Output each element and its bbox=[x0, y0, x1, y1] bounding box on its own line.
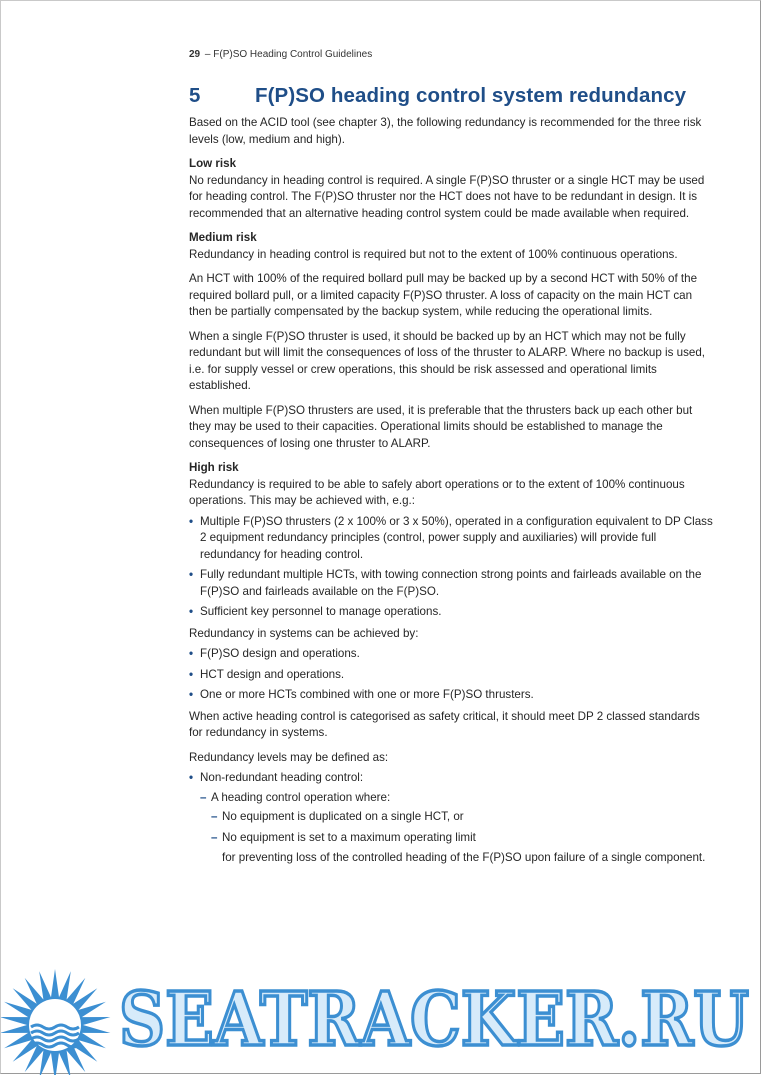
low-risk-heading: Low risk bbox=[189, 157, 237, 170]
medium-risk-heading: Medium risk bbox=[189, 231, 257, 244]
header-separator: – bbox=[204, 49, 211, 60]
high-risk-paragraph: Redundancy is required to be able to safely abort operations or to the extent of 100% continuous operations. This may be achieved with, e.g.: bbox=[189, 477, 685, 507]
systems-paragraph: Redundancy in systems can be achieved by: bbox=[189, 626, 419, 640]
document-title: F(P)SO Heading Control Guidelines bbox=[213, 49, 373, 60]
list-item bbox=[200, 790, 713, 867]
list-item: • Multiple F(P)SO thrusters (2 x 100% or 3 x 50%), operated in a configuration equivalent to DP Class 2 equipment redundancy principles (control, power supply and auxiliaries) will provide full redundancy for heading control. bbox=[189, 514, 713, 564]
sun-icon bbox=[1, 969, 110, 1075]
levels-sub-text: A heading control operation where: bbox=[211, 790, 391, 804]
high-risk-list bbox=[189, 514, 713, 621]
section-heading bbox=[189, 84, 729, 108]
list-item: • F(P)SO design and operations. bbox=[189, 646, 713, 663]
list-item bbox=[189, 770, 713, 867]
list-item: – No equipment is set to a maximum operating limit bbox=[211, 830, 713, 847]
levels-paragraph: Redundancy levels may be defined as: bbox=[189, 750, 389, 764]
medium-risk-paragraph: Redundancy in heading control is required but not to the extent of 100% continuous operations. bbox=[189, 247, 678, 261]
list-item: • Sufficient key personnel to manage operations. bbox=[189, 604, 713, 621]
safety-critical-paragraph: When active heading control is categorised as safety critical, it should meet DP 2 classed standards for redundancy in systems. bbox=[189, 709, 700, 739]
levels-subsublist bbox=[211, 809, 713, 846]
section-title: F(P)SO heading control system redundancy bbox=[255, 84, 687, 107]
watermark-text: SEATRACKER.RU bbox=[119, 977, 749, 1063]
medium-risk-paragraph: An HCT with 100% of the required bollard pull may be backed up by a second HCT with 50% of the required bollard pull, or a limited capacity F(P)SO thruster. A loss of capacity on the main HCT can then be partially compensated by the backup system, while reducing the operational limits. bbox=[189, 272, 698, 318]
medium-risk-paragraph: When multiple F(P)SO thrusters are used, it is preferable that the thrusters back up each other but they may be used to their capacities. Operational limits should be established to manage the consequences of losing one thruster to ALARP. bbox=[189, 403, 693, 450]
running-header bbox=[189, 49, 372, 60]
watermark bbox=[1, 959, 761, 1075]
list-item: • Fully redundant multiple HCTs, with towing connection strong points and fairleads available on the F(P)SO and fairleads available on the F(P)SO. bbox=[189, 567, 713, 600]
list-item: • One or more HCTs combined with one or more F(P)SO thrusters. bbox=[189, 687, 713, 704]
list-item: • HCT design and operations. bbox=[189, 667, 713, 684]
list-item: – No equipment is duplicated on a single HCT, or bbox=[211, 809, 713, 826]
medium-risk-paragraph: When a single F(P)SO thruster is used, it should be backed up by an HCT which may not be fully redundant but will limit the consequences of loss of the thruster to ALARP. Where no backup is used, i.e. for supply vessel or crew operations, this should be risk assessed and operational limits established. bbox=[189, 329, 705, 392]
section-number: 5 bbox=[189, 84, 201, 107]
page-number: 29 bbox=[189, 49, 201, 60]
levels-note: for preventing loss of the controlled heading of the F(P)SO upon failure of a single component. bbox=[222, 851, 706, 864]
systems-list bbox=[189, 646, 713, 704]
body-content bbox=[189, 115, 713, 872]
levels-sublist bbox=[200, 790, 713, 867]
low-risk-paragraph: No redundancy in heading control is required. A single F(P)SO thruster or a single HCT may be used for heading control. The F(P)SO thruster nor the HCT does not have to be redundant in design. It is recommended that an alternative heading control system could be made available when required. bbox=[189, 173, 705, 220]
levels-bullet-text: Non-redundant heading control: bbox=[200, 771, 364, 784]
levels-list bbox=[189, 770, 713, 867]
high-risk-heading: High risk bbox=[189, 461, 239, 474]
intro-paragraph: Based on the ACID tool (see chapter 3), the following redundancy is recommended for the three risk levels (low, medium and high). bbox=[189, 116, 702, 146]
